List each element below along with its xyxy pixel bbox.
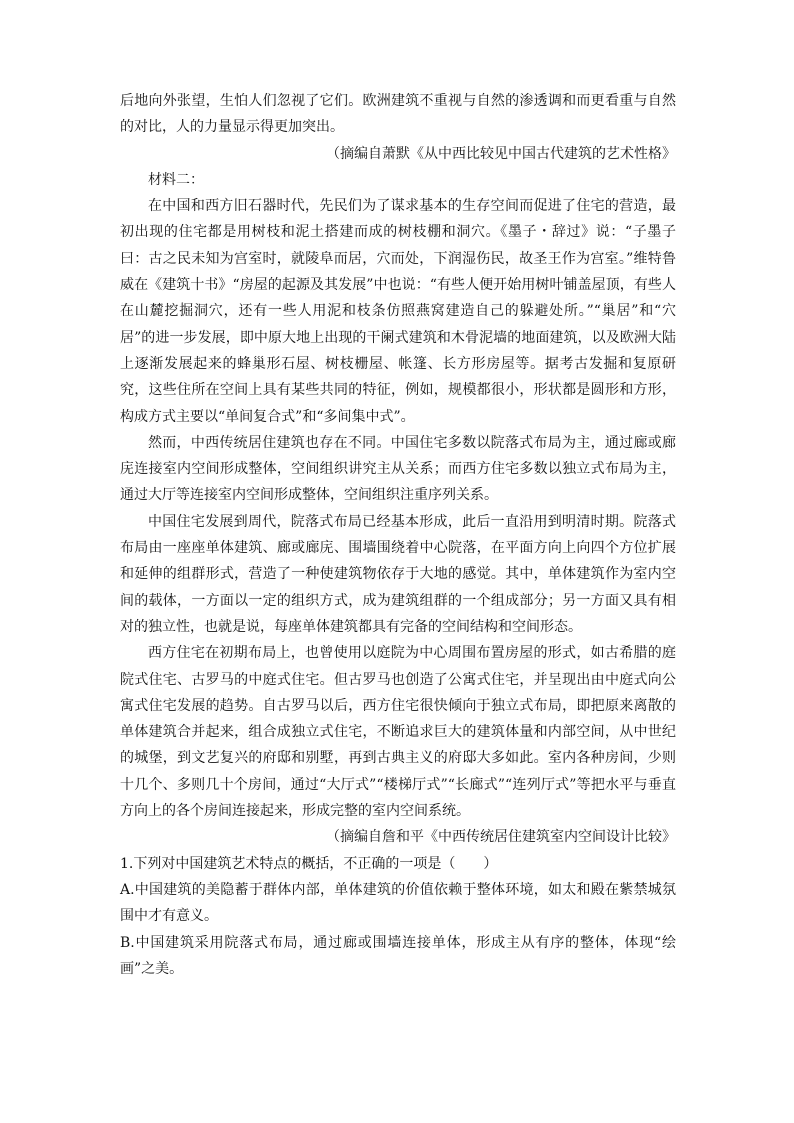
material-two-heading: 材料二： — [148, 171, 204, 188]
question-1: 1.下列对中国建筑艺术特点的概括，不正确的一项是（ ） — [120, 855, 498, 872]
body-paragraph-chinese-courtyard: 中国住宅发展到周代，院落式布局已经基本形成，此后一直沿用到明清时期。院落式布局由一座座单体建筑、廊或廊庑、围墙围绕着中心院落，在平面方向上向四个方位扩展和延伸的组群形式，营造了一种使建筑物依存于大地的感觉。其中，单体建筑作为室内空间的载体，一方面以一定的组织方式，成为建筑组群的一个组成部分；另一方面又具有相对的独立性，也就是说，每座单体建筑都具有完备的空间结构和空间形态。 — [120, 513, 676, 635]
body-paragraph-differences: 然而，中西传统居住建筑也存在不同。中国住宅多数以院落式布局为主，通过廊或廊庑连接室内空间形成整体，空间组织讲究主从关系；而西方住宅多数以独立式布局为主，通过大厅等连接室内空间形成整体，空间组织注重序列关系。 — [120, 434, 676, 504]
body-paragraph-western-layout: 西方住宅在初期布局上，也曾使用以庭院为中心周围布置房屋的形式，如古希腊的庭院式住宅、古罗马的中庭式住宅。但古罗马也创造了公寓式住宅，并呈现出由中庭式向公寓式住宅发展的趋势。自古罗马以后，西方住宅很快倾向于独立式布局，即把原来离散的单体建筑合并起来，组合成独立式住宅，不断追求巨大的建筑体量和内部空间，从中世纪的城堡，到文艺复兴的府邸和别墅，再到古典主义的府邸大多如此。室内各种房间，少则十几个、多则几十个房间，通过“大厅式”“楼梯厅式”“长廊式”“连列厅式”等把水平与垂直方向上的各个房间连接起来，形成完整的室内空间系统。 — [120, 645, 676, 820]
continuation-paragraph: 后地向外张望，生怕人们忽视了它们。欧洲建筑不重视与自然的渗透调和而更看重与自然的对比，人的力量显示得更加突出。 — [120, 93, 676, 136]
option-b: B.中国建筑采用院落式布局，通过廊或围墙连接单体，形成主从有序的整体，体现“绘画”之美。 — [120, 934, 676, 977]
source-citation-1: （摘编自萧默《从中西比较见中国古代建筑的艺术性格》 — [326, 145, 676, 162]
option-a: A.中国建筑的美隐蓄于群体内部，单体建筑的价值依赖于整体环境，如太和殿在紫禁城氛围中才有意义。 — [120, 881, 676, 925]
body-paragraph-origins: 在中国和西方旧石器时代，先民们为了谋求基本的生存空间而促进了住宅的营造，最初出现的住宅都是用树枝和泥土搭建而成的树枝棚和洞穴。《墨子・辞过》说：“子墨子曰：古之民未知为宫室时，就陵阜而居，穴而处，下润湿伤民，故圣王作为宫室。”维特鲁威在《建筑十书》“房屋的起源及其发展”中也说：“有些人便开始用树叶铺盖屋顶，有些人在山麓挖掘洞穴，还有一些人用泥和枝条仿照燕窝建造自己的躲避处所。”“巢居”和“穴居”的进一步发展，即中原大地上出现的干阑式建筑和木骨泥墙的地面建筑，以及欧洲大陆上逐渐发展起来的蜂巢形石屋、树枝栅屋、帐篷、长方形房屋等。据考古发掘和复原研究，这些住所在空间上具有某些共同的特征，例如，规模都很小，形状都是圆形和方形，构成方式主要以“单间复合式”和“多间集中式”。 — [120, 198, 676, 425]
source-citation-2: （摘编自詹和平《中西传统居住建筑室内空间设计比较》 — [326, 829, 676, 846]
document-body — [120, 88, 676, 982]
